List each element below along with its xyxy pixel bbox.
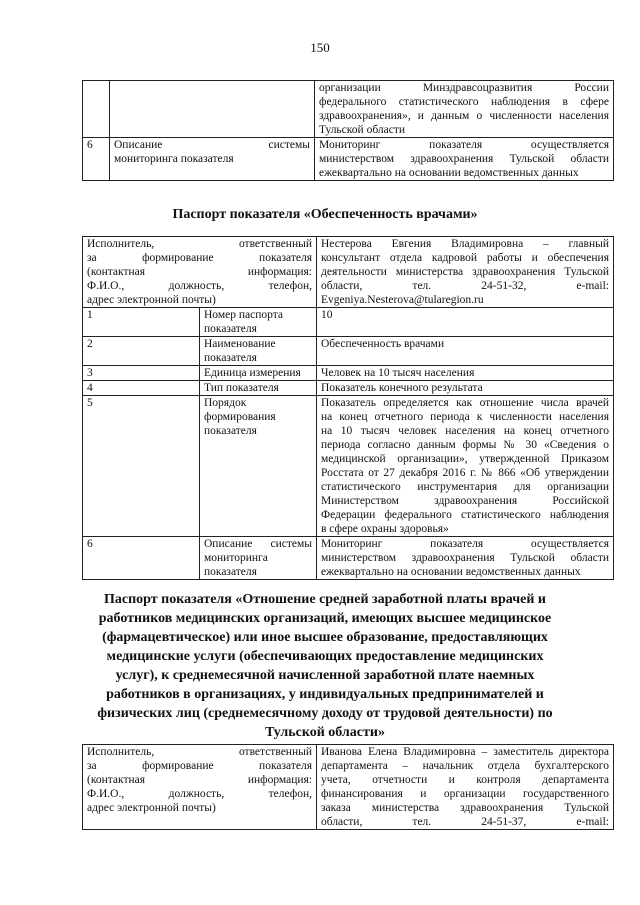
text-line: Федерации федерального статистического наблюдения: [321, 509, 609, 521]
row-label: [200, 396, 317, 537]
table-row: [83, 537, 614, 580]
table-row: [83, 745, 614, 830]
text-line: адрес электронной почты): [87, 802, 216, 814]
text-line: заказа министерства здравоохранения Тульской: [321, 802, 609, 814]
passport-table-doctors: [82, 236, 614, 580]
text-word: 24-51-37,: [481, 816, 527, 828]
text-line: министерством здравоохранения Тульской области: [319, 153, 609, 165]
text-line: департамента – начальник отдела бухгалтерского: [321, 760, 609, 772]
text-line: здравоохранения», и данным о численности населения: [319, 110, 609, 122]
section-title: Паспорт показателя «Обеспеченность врачами»: [172, 207, 478, 222]
text-line: на 10 тысяч человек населения на конец отчетного: [321, 425, 609, 437]
title-line: (фармацевтическое) или иное высшее образование, предоставляющих: [102, 630, 548, 645]
text-word: области,: [321, 816, 363, 828]
executor-value: [317, 237, 614, 308]
table-row: [83, 366, 614, 381]
title-line: медицинские услуги (обеспечивающих предоставление медицинских: [106, 649, 544, 664]
table-row: [83, 81, 614, 138]
passport-table-salary: [82, 744, 614, 830]
row-number: 6: [83, 537, 200, 580]
continuation-table: [82, 80, 614, 181]
row-label: [200, 537, 317, 580]
row-label: Тип показателя: [200, 381, 317, 396]
text-line: медицинской организации», утвержденной Приказом: [321, 453, 609, 465]
title-line: Паспорт показателя «Отношение средней заработной платы врачей и: [104, 592, 546, 607]
page-number: 150: [310, 40, 330, 55]
row-label: [110, 138, 315, 181]
executor-label: [83, 745, 317, 830]
text-line: на конец отчетного периода к численности населения: [321, 411, 609, 423]
row-number: 5: [83, 396, 200, 537]
title-line: услуг), к среднемесячной начисленной заработной плате наемных: [115, 668, 535, 683]
table-row: [83, 237, 614, 308]
title-line: работников медицинских организаций, имеющих высшее медицинское: [98, 611, 552, 626]
text-line: Описание системы: [204, 538, 312, 550]
text-line: Порядок формирования: [204, 397, 276, 423]
table-row: [83, 337, 614, 366]
text-line: мониторинга показателя: [114, 153, 234, 165]
row-value: [317, 396, 614, 537]
executor-value: [317, 745, 614, 830]
row-number: 3: [83, 366, 200, 381]
text-line: Описание системы: [114, 139, 310, 151]
row-label: Номер паспорта показателя: [200, 308, 317, 337]
title-line: физических лиц (среднемесячному доходу от трудовой деятельности) по: [97, 706, 553, 721]
text-line: учета, отчетности и контроля департамента: [321, 774, 609, 786]
text-line: мониторинга показателя: [204, 552, 268, 578]
text-line: организации Минздравсоцразвития России: [319, 82, 609, 94]
text-line: Исполнитель, ответственный: [87, 238, 312, 250]
text-line: Показатель определяется как отношение числа врачей: [321, 397, 609, 409]
row-label: Наименование показателя: [200, 337, 317, 366]
text-line: Мониторинг показателя осуществляется: [321, 538, 609, 550]
executor-label: [83, 237, 317, 308]
text-line: области, тел. 24-51-32, e-mail:: [321, 280, 609, 292]
row-number: 6: [83, 138, 110, 181]
row-number: [83, 81, 110, 138]
text-word: тел.: [412, 816, 432, 828]
text-line: Мониторинг показателя осуществляется: [319, 139, 609, 151]
title-line: Тульской области»: [265, 725, 385, 740]
table-row: [83, 308, 614, 337]
table-row: [83, 381, 614, 396]
text-line: показателя: [204, 425, 257, 437]
text-line: Тульской области: [319, 124, 406, 136]
row-value: Обеспеченность врачами: [317, 337, 614, 366]
text-line: Ф.И.О., должность, телефон,: [87, 280, 312, 292]
row-number: 2: [83, 337, 200, 366]
row-number: 4: [83, 381, 200, 396]
text-line: адрес электронной почты): [87, 294, 216, 306]
text-line: в сфере охраны здоровья»: [321, 523, 449, 535]
section-title: [60, 590, 590, 742]
text-line: за формирование показателя: [87, 760, 312, 772]
text-line: министерством здравоохранения Тульской области: [321, 552, 609, 564]
text-line: Министерством здравоохранения Российской: [321, 495, 609, 507]
text-line: финансирования и организации государственного: [321, 788, 609, 800]
text-line: федерального статистического наблюдения в сфере: [319, 96, 609, 108]
row-label: Единица измерения: [200, 366, 317, 381]
text-line: Evgeniya.Nesterova@tularegion.ru: [321, 294, 484, 306]
text-line: (контактная информация:: [87, 774, 312, 786]
text-line: (контактная информация:: [87, 266, 312, 278]
row-number: 1: [83, 308, 200, 337]
text-word: e-mail:: [576, 816, 609, 828]
text-line: статистического инструментария для организации: [321, 481, 609, 493]
row-value: Человек на 10 тысяч населения: [317, 366, 614, 381]
text-line: Исполнитель, ответственный: [87, 746, 312, 758]
text-line: деятельности министерства здравоохранения Тульской: [321, 266, 609, 278]
table-row: [83, 396, 614, 537]
text-line: Иванова Елена Владимировна – заместитель директора: [321, 746, 609, 758]
text-line: консультант отдела кадровой работы и обеспечения: [321, 252, 609, 264]
text-line: Нестерова Евгения Владимировна – главный: [321, 238, 609, 250]
row-value: [317, 537, 614, 580]
row-value: [315, 81, 614, 138]
row-value: [315, 138, 614, 181]
text-line: за формирование показателя: [87, 252, 312, 264]
text-line: Ф.И.О., должность, телефон,: [87, 788, 312, 800]
text-line: ежеквартально на основании ведомственных данных: [319, 167, 579, 179]
text-line: Росстата от 27 декабря 2016 г. № 866 «Об утверждении: [321, 467, 609, 479]
row-value: Показатель конечного результата: [317, 381, 614, 396]
text-line: ежеквартально на основании ведомственных данных: [321, 566, 581, 578]
row-label: [110, 81, 315, 138]
row-value: 10: [317, 308, 614, 337]
text-line: [321, 815, 609, 829]
title-line: работников в организациях, у индивидуальных предпринимателей и: [106, 687, 544, 702]
table-row: [83, 138, 614, 181]
text-line: периода согласно данным формы № 30 «Сведения о: [321, 439, 609, 451]
